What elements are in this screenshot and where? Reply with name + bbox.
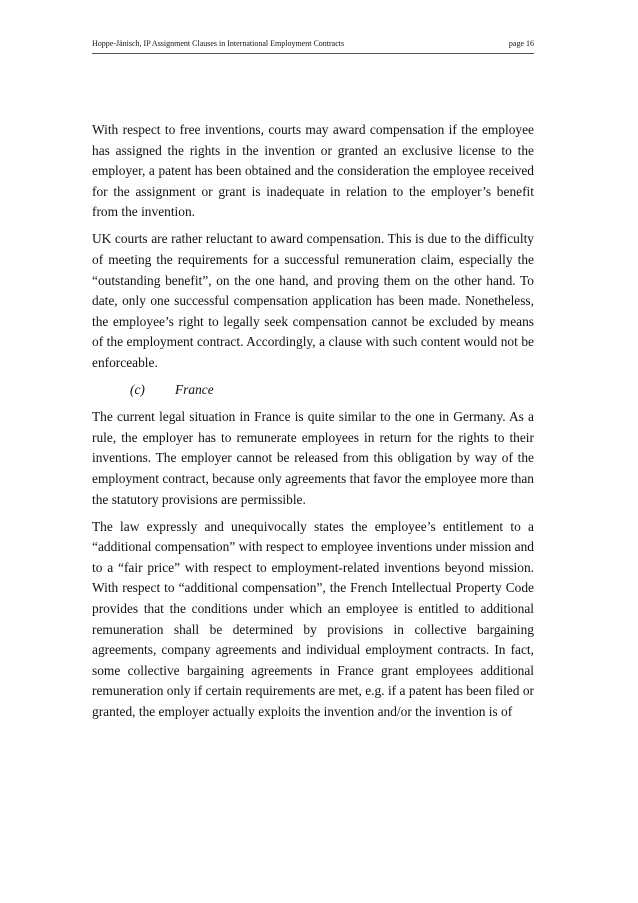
- paragraph-france-legal-situation: The current legal situation in France is quite similar to the one in Germany. As a rule, the employer has to remunerate employees in return for the rights to their inventions. The employer cannot be released from this obligation by way of the employment contract, because only agreements that favor the employee more than the statutory provisions are permissible.: [92, 409, 534, 507]
- paragraph-free-inventions: With respect to free inventions, courts may award compensation if the employee has assigned the rights in the invention or granted an exclusive license to the employer, a patent has been obtained and the consideration the employee received for the assignment or grant is inadequate in relation to the employer’s benefit from the invention.: [92, 122, 534, 220]
- document-body: [92, 120, 534, 729]
- section-title: France: [175, 382, 214, 398]
- running-header: [92, 39, 534, 54]
- page-number: page 16: [508, 39, 534, 48]
- section-heading-france: [92, 380, 534, 401]
- paragraph-law-statement: The law expressly and unequivocally states the employee’s entitlement to a “additional compensation” with respect to employee inventions under mission and to a “fair price” with respect to employment-related inventions beyond mission. With respect to “additional compensation”, the French Intellectual Property Code provides that the conditions under which an employee is entitled to additional remuneration shall be determined by provisions in collective bargaining agreements, company agreements and individual employment contracts. In fact, some collective bargaining agreements in France grant employees additional remuneration only if certain requirements are met, e.g. if a patent has been filed or granted, the employer actually exploits the invention and/or the invention is of: [92, 518, 534, 720]
- section-number: (c): [130, 382, 145, 398]
- running-title: Hoppe-Jänisch, IP Assignment Clauses in International Employment Contracts: [92, 39, 345, 48]
- paragraph-uk-courts: UK courts are rather reluctant to award compensation. This is due to the difficulty of meeting the requirements for a successful remuneration claim, especially the “outstanding benefit”, on the one hand, and proving them on the other hand. To date, only one successful compensation application has been made. Nonetheless, the employee’s right to legally seek compensation cannot be excluded by means of the employment contract. Accordingly, a clause with such content would not be enforceable.: [92, 231, 534, 371]
